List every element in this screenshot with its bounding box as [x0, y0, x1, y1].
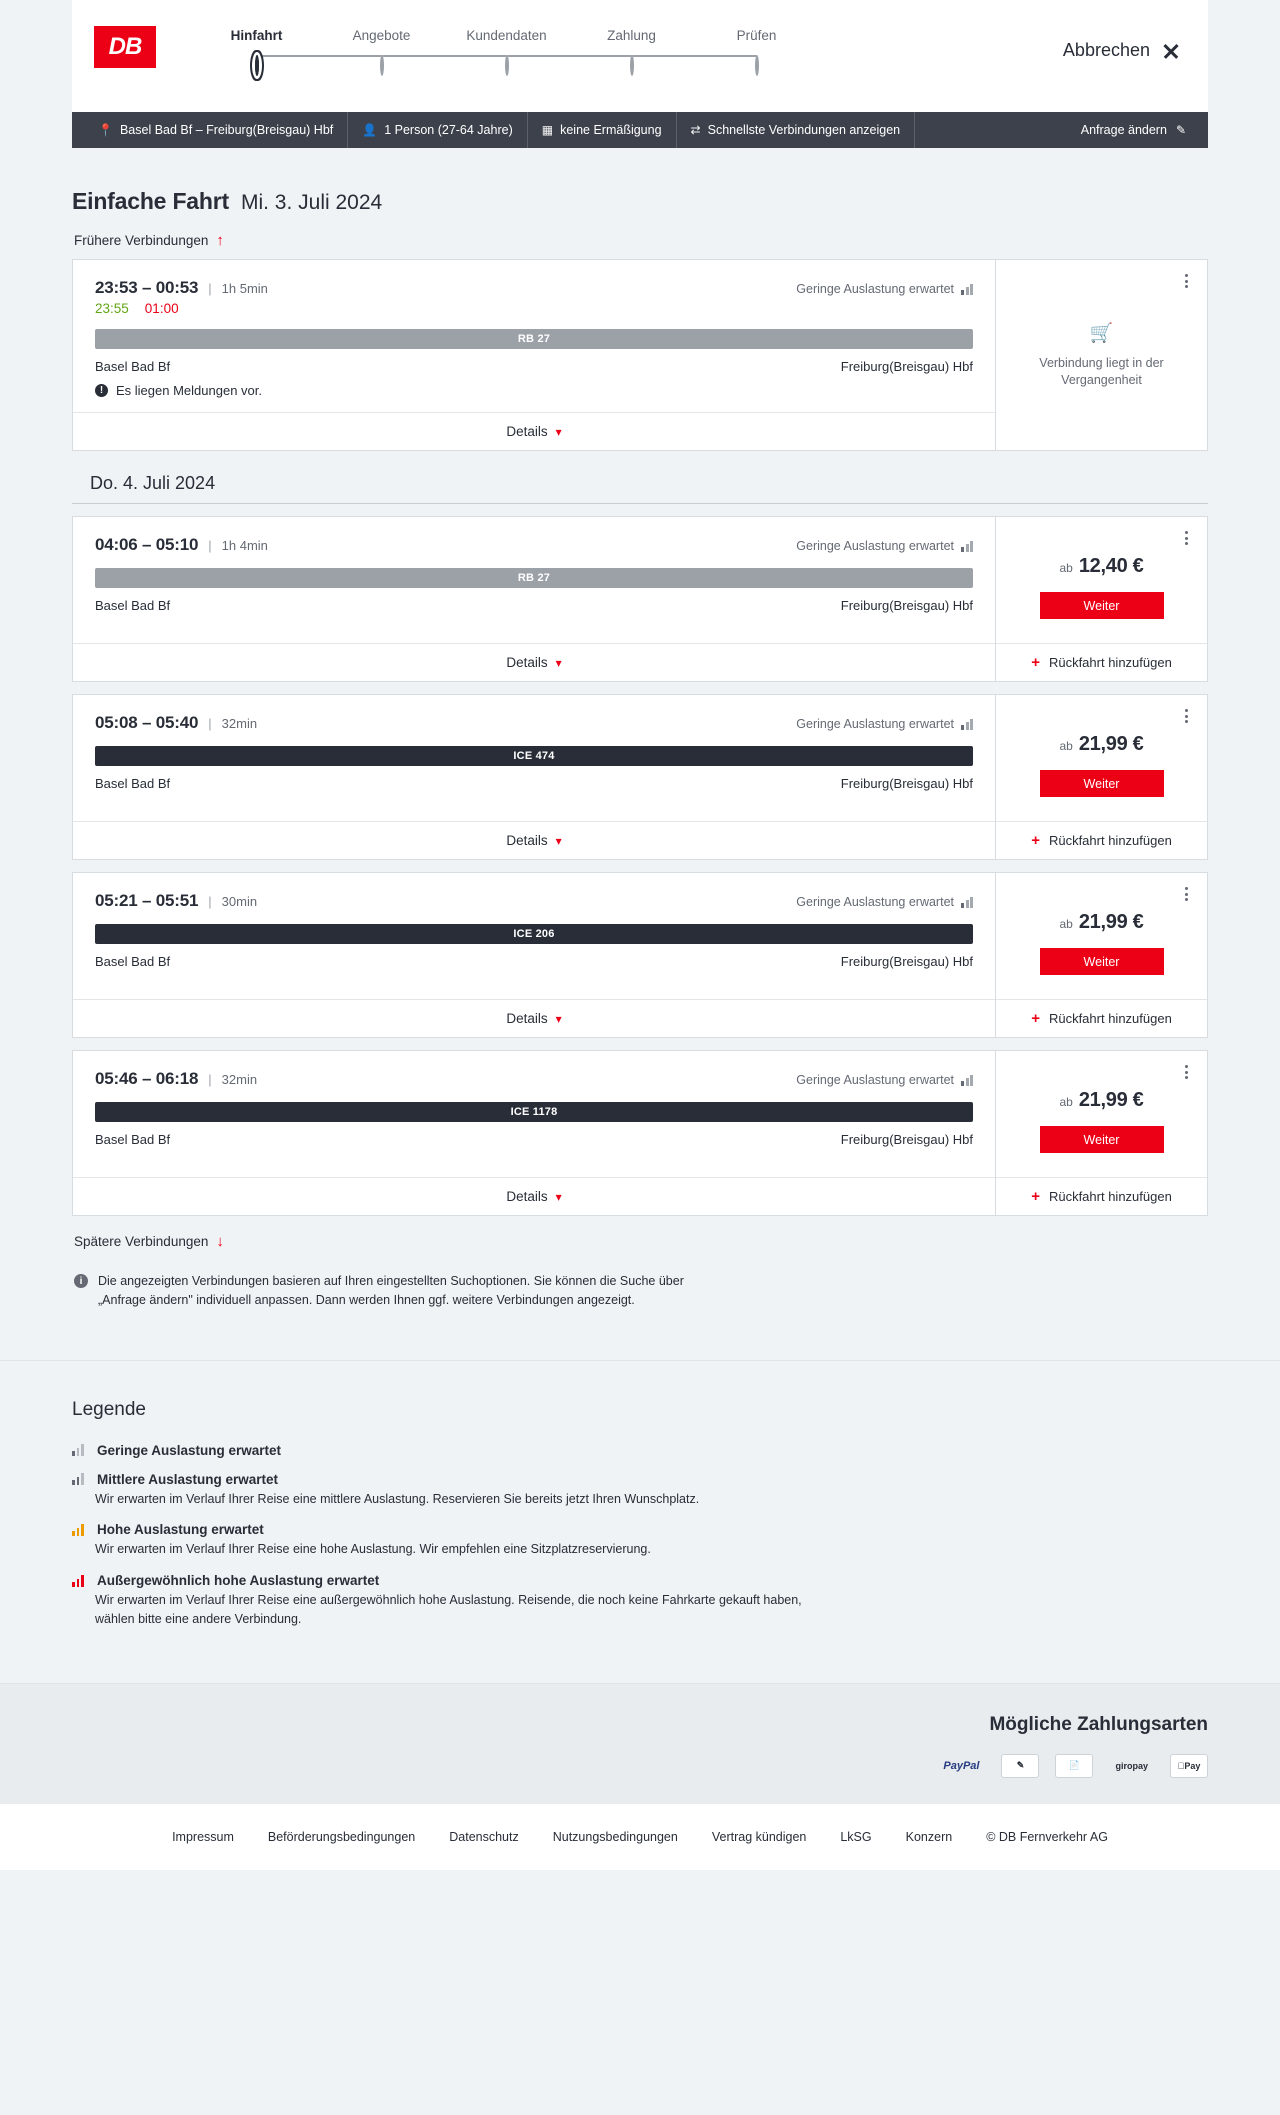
step-label: Angebote	[352, 28, 411, 43]
connection-duration: 1h 5min	[221, 281, 268, 296]
earlier-connections-label: Frühere Verbindungen	[74, 233, 209, 248]
price-line	[1060, 911, 1144, 934]
summary-route[interactable]	[84, 112, 348, 148]
arrival-station: Freiburg(Breisgau) Hbf	[840, 1132, 973, 1147]
chevron-down-icon: ▾	[555, 1011, 562, 1026]
price-box	[996, 695, 1207, 821]
summary-region	[0, 112, 1280, 148]
utilization-bars-icon	[961, 897, 973, 908]
utilization-indicator	[796, 539, 973, 553]
arrow-down-icon: ↓	[216, 1233, 224, 1250]
connection-sidebar	[995, 260, 1207, 450]
arrival-station: Freiburg(Breisgau) Hbf	[840, 598, 973, 613]
separator: |	[208, 538, 212, 553]
utilization-medium-icon	[72, 1473, 84, 1485]
continue-button[interactable]: Weiter	[1040, 948, 1164, 975]
connection-duration: 32min	[221, 716, 258, 731]
price-line	[1060, 1089, 1144, 1112]
past-connection-label: Verbindung liegt in der Vergangenheit	[1039, 356, 1164, 388]
footer-link-datenschutz[interactable]: Datenschutz	[449, 1829, 519, 1844]
step-label: Prüfen	[736, 28, 777, 43]
cancel-label: Abbrechen	[1062, 40, 1150, 60]
later-connections-button[interactable]	[74, 1233, 1208, 1250]
more-options-button[interactable]	[1178, 1063, 1194, 1081]
connection-time: 04:06 – 05:10	[95, 535, 199, 554]
station-row	[95, 1132, 973, 1147]
connection-details	[73, 517, 995, 681]
summary-route-label: Basel Bad Bf – Freiburg(Breisgau) Hbf	[119, 123, 334, 137]
connection-sidebar	[995, 873, 1207, 1037]
plus-icon: +	[1031, 1188, 1040, 1205]
step-dot-icon	[380, 55, 384, 76]
legend-item-low	[72, 1443, 1208, 1458]
connection-time: 23:53 – 00:53	[95, 278, 199, 297]
plus-icon: +	[1031, 832, 1040, 849]
connection-sidebar	[995, 695, 1207, 859]
utilization-bars-icon	[961, 719, 973, 730]
cart-icon: 🛒	[1089, 322, 1114, 344]
departure-station: Basel Bad Bf	[95, 1132, 171, 1147]
chevron-down-icon: ▾	[555, 1189, 562, 1204]
utilization-label: Geringe Auslastung erwartet	[796, 539, 954, 553]
add-return-trip-button[interactable]	[996, 1177, 1207, 1215]
details-label: Details	[506, 655, 548, 670]
separator: |	[208, 1072, 212, 1087]
connection-details	[73, 873, 995, 1037]
connection-duration: 32min	[221, 1072, 258, 1087]
price-line	[1060, 733, 1144, 756]
price-prefix: ab	[1059, 739, 1073, 753]
pencil-icon: ✎	[1175, 123, 1186, 137]
connection-time: 05:21 – 05:51	[95, 891, 199, 910]
details-label: Details	[506, 424, 548, 439]
train-bar: ICE 206	[95, 924, 973, 944]
past-connection-notice	[996, 260, 1207, 450]
step-label: Hinfahrt	[230, 28, 283, 43]
departure-station: Basel Bad Bf	[95, 598, 171, 613]
station-row	[95, 776, 973, 791]
more-options-button[interactable]	[1178, 885, 1194, 903]
separator: |	[208, 716, 212, 731]
swap-arrows-icon: ⇄	[690, 123, 701, 137]
legend-description: Wir erwarten im Verlauf Ihrer Reise eine mittlere Auslastung. Reservieren Sie bereits jetzt Ihren Wunschplatz.	[95, 1491, 700, 1506]
checkout-stepper	[194, 28, 819, 75]
footer-link-lksg[interactable]: LkSG	[840, 1829, 872, 1844]
connection-time-row	[95, 278, 973, 298]
trip-type-title: Einfache Fahrt	[72, 188, 229, 214]
sepa-icon: ✎	[1001, 1754, 1039, 1778]
station-row	[95, 359, 973, 374]
connection-time-row	[95, 891, 973, 911]
connection-duration: 30min	[221, 894, 258, 909]
chevron-down-icon: ▾	[555, 833, 562, 848]
connection-duration: 1h 4min	[221, 538, 268, 553]
summary-discount[interactable]	[528, 112, 677, 148]
header-region	[0, 0, 1280, 112]
add-return-trip-button[interactable]	[996, 821, 1207, 859]
departure-station: Basel Bad Bf	[95, 954, 171, 969]
price-prefix: ab	[1059, 917, 1073, 931]
footer-link-nutzungsbedingungen[interactable]: Nutzungsbedingungen	[552, 1829, 678, 1844]
details-label: Details	[506, 833, 548, 848]
info-icon: i	[74, 1274, 88, 1288]
main-content	[0, 148, 1280, 1310]
utilization-label: Geringe Auslastung erwartet	[796, 1073, 954, 1087]
continue-button[interactable]: Weiter	[1040, 1126, 1164, 1153]
utilization-label: Geringe Auslastung erwartet	[796, 717, 954, 731]
footer-link-befoerderungsbedingungen[interactable]: Beförderungsbedingungen	[267, 1829, 416, 1844]
price-box	[996, 873, 1207, 999]
search-summary-bar	[72, 112, 1208, 148]
paypal-icon: PayPal	[943, 1759, 980, 1772]
connection-time-row	[95, 535, 973, 555]
departure-station: Basel Bad Bf	[95, 359, 171, 374]
connection-details	[73, 1051, 995, 1215]
later-connections-label: Spätere Verbindungen	[74, 1234, 209, 1249]
header	[72, 0, 1208, 112]
footer-link-impressum[interactable]: Impressum	[172, 1829, 234, 1844]
summary-option[interactable]	[677, 112, 916, 148]
legend-description: Wir erwarten im Verlauf Ihrer Reise eine außergewöhnlich hohe Auslastung. Reisende, die noch keine Fahrkarte gekauft haben, wählen bitte eine andere Verbindung.	[95, 1593, 802, 1626]
connection-notice[interactable]	[95, 383, 973, 398]
train-bar: ICE 474	[95, 746, 973, 766]
legend-label: Außergewöhnlich hohe Auslastung erwartet	[97, 1573, 380, 1588]
step-dot-icon	[505, 55, 509, 76]
utilization-very-high-icon	[72, 1575, 84, 1587]
add-return-trip-button[interactable]	[996, 999, 1207, 1037]
utilization-low-icon	[72, 1444, 84, 1456]
payment-methods	[937, 1754, 1208, 1778]
summary-passengers-label: 1 Person (27-64 Jahre)	[384, 123, 513, 137]
utilization-indicator	[796, 895, 973, 909]
price-value: 21,99 €	[1078, 733, 1144, 755]
utilization-indicator	[796, 282, 973, 296]
legend-title: Legende	[72, 1398, 146, 1420]
separator: |	[208, 281, 212, 296]
details-toggle[interactable]	[73, 821, 995, 859]
step-hinfahrt[interactable]	[194, 28, 319, 75]
plus-icon: +	[1031, 654, 1040, 671]
train-bar: RB 27	[95, 329, 973, 349]
price-value: 21,99 €	[1078, 1089, 1144, 1111]
connection-sidebar	[995, 517, 1207, 681]
step-angebote[interactable]	[319, 28, 444, 75]
summary-passengers[interactable]	[348, 112, 528, 148]
edit-search-button[interactable]	[1081, 123, 1196, 137]
footer	[0, 1804, 1280, 1870]
step-dot-icon	[755, 55, 759, 76]
legend-label: Hohe Auslastung erwartet	[97, 1522, 264, 1538]
edit-search-label: Anfrage ändern	[1080, 123, 1167, 137]
footer-link-konzern[interactable]: Konzern	[905, 1829, 953, 1844]
chevron-down-icon: ▾	[555, 424, 562, 439]
more-options-button[interactable]	[1178, 707, 1194, 725]
add-return-trip-label: Rückfahrt hinzufügen	[1048, 1189, 1172, 1204]
details-label: Details	[506, 1189, 548, 1204]
station-row	[95, 598, 973, 613]
add-return-trip-button[interactable]	[996, 643, 1207, 681]
details-toggle[interactable]	[73, 412, 995, 450]
connection-time-row	[95, 1069, 973, 1089]
summary-option-label: Schnellste Verbindungen anzeigen	[707, 123, 901, 137]
continue-button[interactable]: Weiter	[1040, 592, 1164, 619]
connection-details	[73, 260, 995, 450]
legend-item-very-high	[72, 1573, 1208, 1629]
connection-notice-label: Es liegen Meldungen vor.	[116, 383, 262, 398]
step-kundendaten[interactable]	[444, 28, 569, 75]
arrival-station: Freiburg(Breisgau) Hbf	[840, 359, 973, 374]
more-options-button[interactable]	[1178, 529, 1194, 547]
utilization-indicator	[796, 717, 973, 731]
legend-label: Mittlere Auslastung erwartet	[97, 1471, 279, 1487]
step-dot-icon	[630, 55, 634, 76]
connection-time: 05:08 – 05:40	[95, 713, 199, 732]
details-toggle[interactable]	[73, 999, 995, 1037]
payment-title: Mögliche Zahlungsarten	[989, 1713, 1208, 1735]
legend-description: Wir erwarten im Verlauf Ihrer Reise eine hohe Auslastung. Wir empfehlen eine Sitzplatzreservierung.	[95, 1542, 651, 1557]
apple-pay-icon: Pay	[1170, 1754, 1208, 1778]
trip-date: Mi. 3. Juli 2024	[240, 191, 383, 214]
train-bar: RB 27	[95, 568, 973, 588]
location-pin-icon: 📍	[98, 123, 113, 137]
day-separator: Do. 4. Juli 2024	[72, 473, 1208, 504]
page-title	[72, 148, 1208, 215]
plus-icon: +	[1031, 1010, 1040, 1027]
connection-row[interactable]	[72, 1050, 1208, 1216]
step-zahlung[interactable]	[569, 28, 694, 75]
cancel-button[interactable]	[1063, 40, 1180, 61]
details-toggle[interactable]	[73, 1177, 995, 1215]
legend-label: Geringe Auslastung erwartet	[97, 1442, 282, 1458]
connection-row[interactable]	[72, 516, 1208, 682]
info-icon: !	[95, 384, 108, 397]
separator: |	[208, 894, 212, 909]
utilization-bars-icon	[961, 284, 973, 295]
add-return-trip-label: Rückfahrt hinzufügen	[1048, 655, 1172, 670]
db-logo[interactable]: DB	[94, 26, 156, 68]
original-departure: 23:55	[95, 301, 129, 316]
delay-row	[95, 301, 973, 316]
connection-time: 05:46 – 06:18	[95, 1069, 199, 1088]
price-prefix: ab	[1059, 561, 1073, 575]
utilization-indicator	[796, 1073, 973, 1087]
add-return-trip-label: Rückfahrt hinzufügen	[1048, 833, 1172, 848]
connection-row[interactable]	[72, 694, 1208, 860]
utilization-label: Geringe Auslastung erwartet	[796, 895, 954, 909]
details-toggle[interactable]	[73, 643, 995, 681]
step-pruefen[interactable]	[694, 28, 819, 75]
price-box	[996, 517, 1207, 643]
utilization-bars-icon	[961, 541, 973, 552]
connection-row[interactable]	[72, 872, 1208, 1038]
details-label: Details	[506, 1011, 548, 1026]
arrival-station: Freiburg(Breisgau) Hbf	[840, 954, 973, 969]
connection-sidebar	[995, 1051, 1207, 1215]
legend-item-high	[72, 1522, 1208, 1559]
delayed-arrival: 01:00	[144, 301, 179, 316]
search-hint	[74, 1272, 694, 1310]
earlier-connections-button[interactable]	[74, 232, 1208, 249]
step-label: Kundendaten	[466, 28, 547, 43]
price-box	[996, 1051, 1207, 1177]
price-value: 21,99 €	[1078, 911, 1144, 933]
footer-link-vertrag-kuendigen[interactable]: Vertrag kündigen	[711, 1829, 807, 1844]
price-prefix: ab	[1059, 1095, 1073, 1109]
legend-section	[0, 1360, 1280, 1683]
connection-row[interactable]	[72, 259, 1208, 451]
continue-button[interactable]: Weiter	[1040, 770, 1164, 797]
payment-section	[0, 1683, 1280, 1804]
connection-time-row	[95, 713, 973, 733]
chevron-down-icon: ▾	[555, 655, 562, 670]
step-label: Zahlung	[607, 28, 656, 43]
price-value: 12,40 €	[1078, 555, 1144, 577]
card-icon: ▦	[541, 123, 554, 137]
summary-discount-label: keine Ermäßigung	[560, 123, 662, 137]
invoice-icon: 📄	[1055, 1754, 1093, 1778]
departure-station: Basel Bad Bf	[95, 776, 171, 791]
utilization-high-icon	[72, 1524, 84, 1536]
utilization-bars-icon	[961, 1075, 973, 1086]
price-line	[1060, 555, 1144, 578]
arrival-station: Freiburg(Breisgau) Hbf	[840, 776, 973, 791]
footer-copyright: © DB Fernverkehr AG	[986, 1829, 1108, 1844]
train-bar: ICE 1178	[95, 1102, 973, 1122]
step-dot-icon	[255, 55, 259, 76]
close-icon	[1162, 42, 1180, 60]
legend-item-medium	[72, 1472, 1208, 1509]
arrow-up-icon: ↑	[216, 232, 224, 249]
more-options-button[interactable]	[1178, 272, 1194, 290]
person-icon: 👤	[362, 123, 378, 137]
connection-details	[73, 695, 995, 859]
add-return-trip-label: Rückfahrt hinzufügen	[1048, 1011, 1172, 1026]
station-row	[95, 954, 973, 969]
utilization-label: Geringe Auslastung erwartet	[796, 282, 954, 296]
search-hint-text: Die angezeigten Verbindungen basieren auf Ihren eingestellten Suchoptionen. Sie können die Suche über „Anfrage ändern" individuell anpassen. Dann werden Ihnen ggf. weitere Verbindungen angezeigt.	[98, 1274, 684, 1307]
giropay-icon: giropay	[1115, 1760, 1148, 1771]
